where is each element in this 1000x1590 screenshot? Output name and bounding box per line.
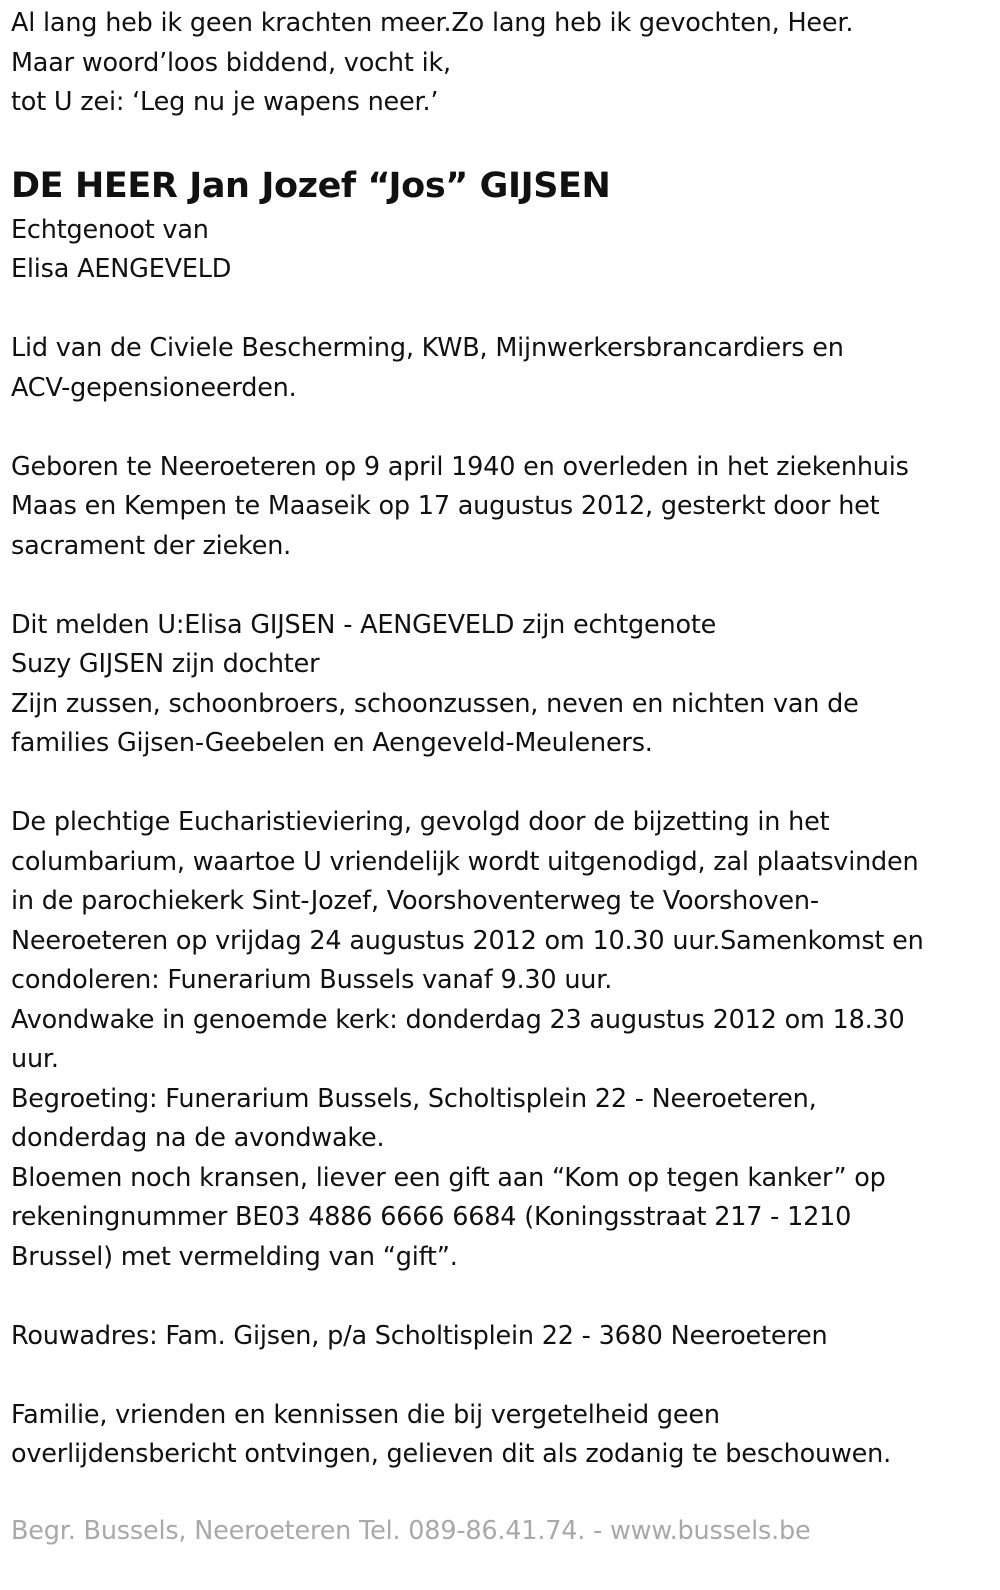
- paragraph-gap: [11, 1277, 990, 1317]
- poem-line: Maar woord’loos biddend, vocht ik,: [11, 47, 451, 78]
- ceremony-line: columbarium, waartoe U vriendelijk wordt uitgenodigd, zal plaatsvinden: [11, 846, 919, 877]
- announcer-line: Zijn zussen, schoonbroers, schoonzussen, neven en nichten van de: [11, 688, 859, 719]
- ceremony-line: Brussel) met vermelding van “gift”.: [11, 1241, 458, 1272]
- birth-death-paragraph: [11, 448, 990, 567]
- birth-death-line: Maas en Kempen te Maaseik op 17 augustus 2012, gesterkt door het: [11, 491, 880, 521]
- ceremony-paragraph: [11, 803, 990, 1277]
- ceremony-line: Begroeting: Funerarium Bussels, Scholtisplein 22 - Neeroeteren,: [11, 1083, 817, 1114]
- membership-line: ACV-gepensioneerden.: [11, 372, 297, 403]
- announcer-line: Dit melden U:Elisa GIJSEN - AENGEVELD zijn echtgenote: [11, 609, 717, 640]
- ceremony-line: Avondwake in genoemde kerk: donderdag 23 augustus 2012 om 18.30: [11, 1004, 905, 1035]
- closing-paragraph: [11, 1396, 990, 1475]
- announcer-line: Suzy GIJSEN zijn dochter: [11, 649, 320, 679]
- funeral-home-footer: Begr. Bussels, Neeroeteren Tel. 089-86.41.74. - www.bussels.be: [11, 1516, 811, 1546]
- closing-line: overlijdensbericht ontvingen, gelieven dit als zodanig te beschouwen.: [11, 1439, 892, 1469]
- paragraph-gap: [11, 764, 990, 804]
- ceremony-line: Neeroeteren op vrijdag 24 augustus 2012 om 10.30 uur.Samenkomst en: [11, 925, 924, 956]
- ceremony-line: Bloemen noch kransen, liever een gift aan “Kom op tegen kanker” op: [11, 1162, 886, 1193]
- mourning-address: Rouwadres: Fam. Gijsen, p/a Scholtisplein 22 - 3680 Neeroeteren: [11, 1320, 828, 1351]
- announcers-paragraph: [11, 606, 990, 764]
- ceremony-line: uur.: [11, 1044, 59, 1074]
- paragraph-gap: [11, 566, 990, 606]
- paragraph-gap: [11, 290, 990, 330]
- poem-line: Al lang heb ik geen krachten meer.Zo lang heb ik gevochten, Heer.: [11, 8, 854, 38]
- membership-paragraph: [11, 329, 990, 408]
- paragraph-gap: [11, 408, 990, 448]
- ceremony-line: rekeningnummer BE03 4886 6666 6684 (Koningsstraat 217 - 1210: [11, 1202, 852, 1232]
- poem: [11, 4, 990, 123]
- birth-death-line: Geboren te Neeroeteren op 9 april 1940 en overleden in het ziekenhuis: [11, 451, 909, 482]
- ceremony-line: De plechtige Eucharistieviering, gevolgd door de bijzetting in het: [11, 807, 830, 837]
- membership-line: Lid van de Civiele Bescherming, KWB, Mijnwerkersbrancardiers en: [11, 333, 844, 363]
- birth-death-line: sacrament der zieken.: [11, 530, 292, 561]
- ceremony-line: in de parochiekerk Sint-Jozef, Voorshoventerweg te Voorshoven-: [11, 886, 819, 916]
- paragraph-gap: [11, 1356, 990, 1396]
- poem-line: tot U zei: ‘Leg nu je wapens neer.’: [11, 87, 439, 117]
- spouse-label: Echtgenoot van: [11, 214, 209, 245]
- ceremony-line: condoleren: Funerarium Bussels vanaf 9.30 uur.: [11, 965, 613, 995]
- announcer-line: families Gijsen-Geebelen en Aengeveld-Meuleners.: [11, 728, 653, 758]
- closing-line: Familie, vrienden en kennissen die bij vergetelheid geen: [11, 1399, 720, 1430]
- deceased-name: DE HEER Jan Jozef “Jos” GIJSEN: [11, 165, 611, 206]
- spouse-name: Elisa AENGEVELD: [11, 254, 232, 284]
- ceremony-line: donderdag na de avondwake.: [11, 1123, 385, 1153]
